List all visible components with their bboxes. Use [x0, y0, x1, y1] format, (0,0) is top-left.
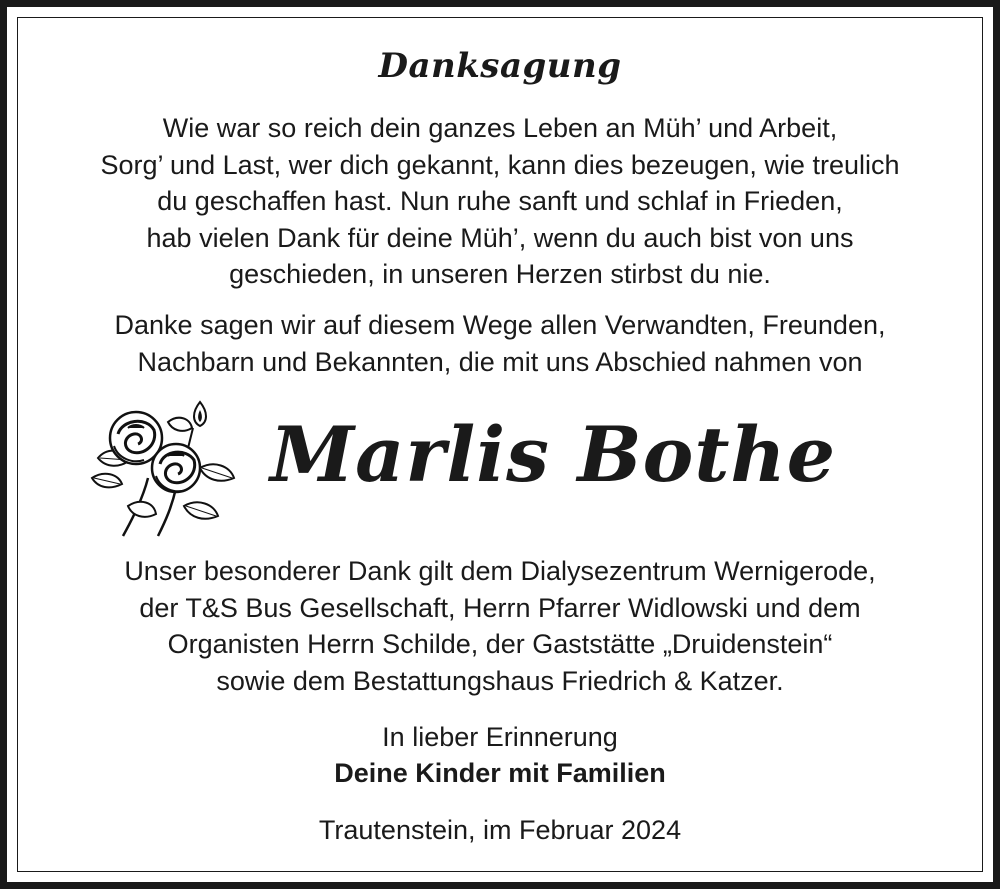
- poem-line: Sorg’ und Last, wer dich gekannt, kann dies bezeugen, wie treulich: [100, 149, 900, 180]
- notice-title: Danksagung: [378, 46, 622, 86]
- poem: [0, 110, 1000, 293]
- special-thanks-line: Organisten Herrn Schilde, der Gaststätte „Druidenstein“: [167, 629, 833, 659]
- signature: Deine Kinder mit Familien: [334, 758, 666, 788]
- poem-line: hab vielen Dank für deine Müh’, wenn du auch bist von uns: [146, 222, 854, 253]
- poem-line: Wie war so reich dein ganzes Leben an Müh’ und Arbeit,: [162, 113, 838, 143]
- special-thanks-line: Unser besonderer Dank gilt dem Dialysezentrum Wernigerode,: [124, 556, 876, 586]
- special-thanks-line: sowie dem Bestattungshaus Friedrich & Katzer.: [216, 665, 784, 696]
- closing-line: In lieber Erinnerung: [382, 722, 618, 752]
- thanks-line: Nachbarn und Bekannten, die mit uns Abschied nahmen von: [137, 346, 863, 377]
- deceased-name: Marlis Bothe: [270, 410, 837, 499]
- poem-line: geschieden, in unseren Herzen stirbst du nie.: [229, 259, 771, 289]
- thanks-line: Danke sagen wir auf diesem Wege allen Verwandten, Freunden,: [114, 310, 886, 340]
- poem-line: du geschaffen hast. Nun ruhe sanft und schlaf in Frieden,: [157, 186, 843, 216]
- special-thanks: [0, 553, 1000, 699]
- roses-with-candle-icon: [88, 398, 238, 538]
- special-thanks-line: der T&S Bus Gesellschaft, Herrn Pfarrer Widlowski und dem: [139, 592, 861, 623]
- thanks-text: [0, 307, 1000, 380]
- place-date: Trautenstein, im Februar 2024: [318, 815, 682, 845]
